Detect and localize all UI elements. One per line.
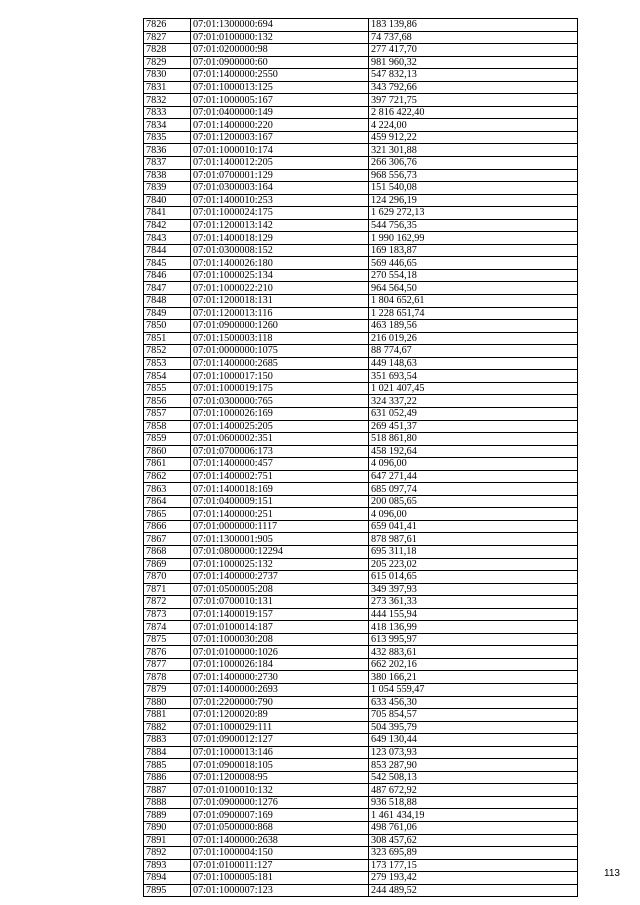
cadastral-number-cell: 07:01:1000004:150 [191, 847, 369, 860]
value-cell: 705 854,57 [369, 709, 578, 722]
value-cell: 458 192,64 [369, 445, 578, 458]
value-cell: 449 148,63 [369, 357, 578, 370]
table-row [144, 470, 578, 483]
row-number-cell: 7875 [144, 633, 191, 646]
value-cell: 547 832,13 [369, 69, 578, 82]
table-row [144, 194, 578, 207]
row-number-cell: 7861 [144, 458, 191, 471]
row-number-cell: 7827 [144, 31, 191, 44]
table-row [144, 872, 578, 885]
row-number-cell: 7857 [144, 407, 191, 420]
row-number-cell: 7871 [144, 583, 191, 596]
table-row [144, 219, 578, 232]
cadastral-number-cell: 07:01:1000013:146 [191, 746, 369, 759]
value-cell: 542 508,13 [369, 771, 578, 784]
cadastral-number-cell: 07:01:1300001:905 [191, 533, 369, 546]
row-number-cell: 7877 [144, 658, 191, 671]
cadastral-number-cell: 07:01:0400000:149 [191, 106, 369, 119]
row-number-cell: 7855 [144, 382, 191, 395]
row-number-cell: 7874 [144, 621, 191, 634]
table-row [144, 734, 578, 747]
row-number-cell: 7866 [144, 520, 191, 533]
value-cell: 244 489,52 [369, 884, 578, 897]
row-number-cell: 7847 [144, 282, 191, 295]
value-cell: 444 155,94 [369, 608, 578, 621]
value-cell: 397 721,75 [369, 94, 578, 107]
cadastral-number-cell: 07:01:1400010:253 [191, 194, 369, 207]
cadastral-number-cell: 07:01:1300000:694 [191, 19, 369, 32]
row-number-cell: 7834 [144, 119, 191, 132]
row-number-cell: 7885 [144, 759, 191, 772]
cadastral-number-cell: 07:01:1000005:167 [191, 94, 369, 107]
table-row [144, 157, 578, 170]
table-row [144, 671, 578, 684]
row-number-cell: 7862 [144, 470, 191, 483]
table-row [144, 458, 578, 471]
table-row [144, 357, 578, 370]
cadastral-number-cell: 07:01:1200013:142 [191, 219, 369, 232]
table-row [144, 395, 578, 408]
value-cell: 124 296,19 [369, 194, 578, 207]
row-number-cell: 7893 [144, 859, 191, 872]
cadastral-number-cell: 07:01:1000024:175 [191, 207, 369, 220]
value-cell: 878 987,61 [369, 533, 578, 546]
cadastral-number-cell: 07:01:0000000:1117 [191, 520, 369, 533]
value-cell: 205 223,02 [369, 558, 578, 571]
row-number-cell: 7836 [144, 144, 191, 157]
value-cell: 981 960,32 [369, 56, 578, 69]
value-cell: 487 672,92 [369, 784, 578, 797]
table-row [144, 106, 578, 119]
value-cell: 649 130,44 [369, 734, 578, 747]
row-number-cell: 7843 [144, 232, 191, 245]
table-row [144, 571, 578, 584]
row-number-cell: 7878 [144, 671, 191, 684]
row-number-cell: 7849 [144, 307, 191, 320]
row-number-cell: 7838 [144, 169, 191, 182]
table-row [144, 94, 578, 107]
value-cell: 633 456,30 [369, 696, 578, 709]
table-row [144, 182, 578, 195]
row-number-cell: 7879 [144, 683, 191, 696]
cadastral-number-cell: 07:01:1400000:2730 [191, 671, 369, 684]
row-number-cell: 7835 [144, 131, 191, 144]
value-cell: 1 461 434,19 [369, 809, 578, 822]
table-row [144, 244, 578, 257]
table-row [144, 683, 578, 696]
row-number-cell: 7858 [144, 420, 191, 433]
table-row [144, 257, 578, 270]
value-cell: 324 337,22 [369, 395, 578, 408]
value-cell: 662 202,16 [369, 658, 578, 671]
value-cell: 4 224,00 [369, 119, 578, 132]
value-cell: 504 395,79 [369, 721, 578, 734]
value-cell: 323 695,89 [369, 847, 578, 860]
row-number-cell: 7884 [144, 746, 191, 759]
row-number-cell: 7891 [144, 834, 191, 847]
table-row [144, 583, 578, 596]
table-row [144, 407, 578, 420]
table-row [144, 658, 578, 671]
row-number-cell: 7840 [144, 194, 191, 207]
cadastral-number-cell: 07:01:1400018:129 [191, 232, 369, 245]
cadastral-number-cell: 07:01:1000026:184 [191, 658, 369, 671]
cadastral-number-cell: 07:01:1400002:751 [191, 470, 369, 483]
row-number-cell: 7833 [144, 106, 191, 119]
row-number-cell: 7863 [144, 483, 191, 496]
value-cell: 279 193,42 [369, 872, 578, 885]
cadastral-number-cell: 07:01:1400025:205 [191, 420, 369, 433]
row-number-cell: 7881 [144, 709, 191, 722]
table-row [144, 721, 578, 734]
table-row [144, 508, 578, 521]
value-cell: 4 096,00 [369, 508, 578, 521]
row-number-cell: 7854 [144, 370, 191, 383]
row-number-cell: 7853 [144, 357, 191, 370]
cadastral-number-cell: 07:01:0900012:127 [191, 734, 369, 747]
row-number-cell: 7832 [144, 94, 191, 107]
cadastral-number-cell: 07:01:1000029:111 [191, 721, 369, 734]
table-row [144, 621, 578, 634]
table-row [144, 295, 578, 308]
table-row [144, 131, 578, 144]
table-row [144, 19, 578, 32]
row-number-cell: 7872 [144, 596, 191, 609]
cadastral-number-cell: 07:01:1000026:169 [191, 407, 369, 420]
row-number-cell: 7880 [144, 696, 191, 709]
page-number: 113 [604, 868, 620, 879]
cadastral-number-cell: 07:01:0100000:1026 [191, 646, 369, 659]
cadastral-number-cell: 07:01:1000019:175 [191, 382, 369, 395]
table-row [144, 608, 578, 621]
cadastral-number-cell: 07:01:0900007:169 [191, 809, 369, 822]
row-number-cell: 7892 [144, 847, 191, 860]
table-row [144, 884, 578, 897]
row-number-cell: 7856 [144, 395, 191, 408]
value-cell: 277 417,70 [369, 44, 578, 57]
row-number-cell: 7851 [144, 332, 191, 345]
value-cell: 273 361,33 [369, 596, 578, 609]
table-row [144, 382, 578, 395]
row-number-cell: 7869 [144, 558, 191, 571]
row-number-cell: 7865 [144, 508, 191, 521]
row-number-cell: 7842 [144, 219, 191, 232]
cadastral-number-cell: 07:01:1000005:181 [191, 872, 369, 885]
value-cell: 351 693,54 [369, 370, 578, 383]
row-number-cell: 7888 [144, 796, 191, 809]
cadastral-number-cell: 07:01:1400026:180 [191, 257, 369, 270]
table-row [144, 119, 578, 132]
table-row [144, 207, 578, 220]
value-cell: 964 564,50 [369, 282, 578, 295]
value-cell: 270 554,18 [369, 269, 578, 282]
cadastral-number-cell: 07:01:1200003:167 [191, 131, 369, 144]
table-row [144, 809, 578, 822]
table-row [144, 69, 578, 82]
table-row [144, 696, 578, 709]
value-cell: 123 073,93 [369, 746, 578, 759]
table-row [144, 370, 578, 383]
row-number-cell: 7876 [144, 646, 191, 659]
table-row [144, 558, 578, 571]
cadastral-number-cell: 07:01:0900000:1276 [191, 796, 369, 809]
row-number-cell: 7883 [144, 734, 191, 747]
cadastral-number-cell: 07:01:0400009:151 [191, 495, 369, 508]
cadastral-number-cell: 07:01:1400000:2550 [191, 69, 369, 82]
cadastral-number-cell: 07:01:1000010:174 [191, 144, 369, 157]
row-number-cell: 7844 [144, 244, 191, 257]
row-number-cell: 7859 [144, 433, 191, 446]
row-number-cell: 7868 [144, 545, 191, 558]
row-number-cell: 7864 [144, 495, 191, 508]
row-number-cell: 7831 [144, 81, 191, 94]
cadastral-number-cell: 07:01:0600002:351 [191, 433, 369, 446]
row-number-cell: 7873 [144, 608, 191, 621]
cadastral-number-cell: 07:01:0100011:127 [191, 859, 369, 872]
value-cell: 1 054 559,47 [369, 683, 578, 696]
table-row [144, 596, 578, 609]
row-number-cell: 7841 [144, 207, 191, 220]
value-cell: 463 189,56 [369, 320, 578, 333]
cadastral-number-cell: 07:01:0100010:132 [191, 784, 369, 797]
cadastral-number-cell: 07:01:0100014:187 [191, 621, 369, 634]
cadastral-number-cell: 07:01:1400012:205 [191, 157, 369, 170]
table-row [144, 746, 578, 759]
value-cell: 498 761,06 [369, 822, 578, 835]
cadastral-number-cell: 07:01:1400018:169 [191, 483, 369, 496]
cadastral-number-cell: 07:01:0000000:1075 [191, 345, 369, 358]
row-number-cell: 7895 [144, 884, 191, 897]
cadastral-number-cell: 07:01:1500003:118 [191, 332, 369, 345]
table-row [144, 445, 578, 458]
row-number-cell: 7839 [144, 182, 191, 195]
cadastral-number-cell: 07:01:0500005:208 [191, 583, 369, 596]
row-number-cell: 7852 [144, 345, 191, 358]
value-cell: 183 139,86 [369, 19, 578, 32]
row-number-cell: 7826 [144, 19, 191, 32]
cadastral-number-cell: 07:01:1400000:251 [191, 508, 369, 521]
table-row [144, 320, 578, 333]
value-cell: 321 301,88 [369, 144, 578, 157]
value-cell: 1 990 162,99 [369, 232, 578, 245]
table-row [144, 232, 578, 245]
value-cell: 88 774,67 [369, 345, 578, 358]
table-row [144, 483, 578, 496]
cadastral-number-cell: 07:01:1200020:89 [191, 709, 369, 722]
value-cell: 459 912,22 [369, 131, 578, 144]
cadastral-number-cell: 07:01:1000017:150 [191, 370, 369, 383]
cadastral-number-cell: 07:01:0700001:129 [191, 169, 369, 182]
value-cell: 432 883,61 [369, 646, 578, 659]
cadastral-number-cell: 07:01:1200018:131 [191, 295, 369, 308]
table-row [144, 433, 578, 446]
cadastral-number-cell: 07:01:0200000:98 [191, 44, 369, 57]
table-row [144, 269, 578, 282]
value-cell: 569 446,65 [369, 257, 578, 270]
cadastral-number-cell: 07:01:1200008:95 [191, 771, 369, 784]
table-row [144, 759, 578, 772]
value-cell: 647 271,44 [369, 470, 578, 483]
table-row [144, 784, 578, 797]
value-cell: 544 756,35 [369, 219, 578, 232]
value-cell: 685 097,74 [369, 483, 578, 496]
table-row [144, 144, 578, 157]
cadastral-number-cell: 07:01:1000022:210 [191, 282, 369, 295]
table-row [144, 332, 578, 345]
value-cell: 631 052,49 [369, 407, 578, 420]
row-number-cell: 7846 [144, 269, 191, 282]
table-body [144, 19, 578, 897]
table-row [144, 56, 578, 69]
value-cell: 659 041,41 [369, 520, 578, 533]
cadastral-number-cell: 07:01:1200013:116 [191, 307, 369, 320]
value-cell: 695 311,18 [369, 545, 578, 558]
cadastral-number-cell: 07:01:1000025:134 [191, 269, 369, 282]
table-row [144, 307, 578, 320]
cadastral-number-cell: 07:01:1400000:220 [191, 119, 369, 132]
table-row [144, 533, 578, 546]
table-row [144, 847, 578, 860]
cadastral-number-cell: 07:01:1400000:2638 [191, 834, 369, 847]
value-cell: 1 804 652,61 [369, 295, 578, 308]
value-cell: 173 177,15 [369, 859, 578, 872]
table-row [144, 633, 578, 646]
cadastral-number-cell: 07:01:0700006:173 [191, 445, 369, 458]
row-number-cell: 7848 [144, 295, 191, 308]
table-row [144, 859, 578, 872]
cadastral-number-cell: 07:01:0300000:765 [191, 395, 369, 408]
value-cell: 518 861,80 [369, 433, 578, 446]
cadastral-number-cell: 07:01:1400019:157 [191, 608, 369, 621]
value-cell: 349 397,93 [369, 583, 578, 596]
row-number-cell: 7887 [144, 784, 191, 797]
cadastral-number-cell: 07:01:0100000:132 [191, 31, 369, 44]
row-number-cell: 7889 [144, 809, 191, 822]
value-cell: 151 540,08 [369, 182, 578, 195]
cadastral-number-cell: 07:01:0500000:868 [191, 822, 369, 835]
row-number-cell: 7870 [144, 571, 191, 584]
cadastral-number-cell: 07:01:0800000:12294 [191, 545, 369, 558]
cadastral-number-cell: 07:01:0300008:152 [191, 244, 369, 257]
cadastral-number-cell: 07:01:1400000:2693 [191, 683, 369, 696]
row-number-cell: 7830 [144, 69, 191, 82]
value-cell: 4 096,00 [369, 458, 578, 471]
table-row [144, 345, 578, 358]
table-row [144, 420, 578, 433]
value-cell: 1 021 407,45 [369, 382, 578, 395]
row-number-cell: 7829 [144, 56, 191, 69]
table-row [144, 771, 578, 784]
value-cell: 1 228 651,74 [369, 307, 578, 320]
value-cell: 380 166,21 [369, 671, 578, 684]
cadastral-number-cell: 07:01:1000025:132 [191, 558, 369, 571]
table-row [144, 520, 578, 533]
cadastral-number-cell: 07:01:0300003:164 [191, 182, 369, 195]
value-cell: 613 995,97 [369, 633, 578, 646]
cadastral-number-cell: 07:01:1400000:2737 [191, 571, 369, 584]
row-number-cell: 7882 [144, 721, 191, 734]
row-number-cell: 7828 [144, 44, 191, 57]
value-cell: 968 556,73 [369, 169, 578, 182]
value-cell: 936 518,88 [369, 796, 578, 809]
cadastral-value-table [143, 18, 578, 897]
table-row [144, 796, 578, 809]
value-cell: 615 014,65 [369, 571, 578, 584]
cadastral-number-cell: 07:01:0900000:60 [191, 56, 369, 69]
table-row [144, 709, 578, 722]
value-cell: 1 629 272,13 [369, 207, 578, 220]
table-row [144, 834, 578, 847]
value-cell: 418 136,99 [369, 621, 578, 634]
value-cell: 200 085,65 [369, 495, 578, 508]
cadastral-number-cell: 07:01:1000030:208 [191, 633, 369, 646]
value-cell: 853 287,90 [369, 759, 578, 772]
row-number-cell: 7894 [144, 872, 191, 885]
row-number-cell: 7860 [144, 445, 191, 458]
table-row [144, 81, 578, 94]
cadastral-number-cell: 07:01:1000007:123 [191, 884, 369, 897]
value-cell: 216 019,26 [369, 332, 578, 345]
row-number-cell: 7850 [144, 320, 191, 333]
value-cell: 269 451,37 [369, 420, 578, 433]
row-number-cell: 7845 [144, 257, 191, 270]
cadastral-number-cell: 07:01:0700010:131 [191, 596, 369, 609]
table-row [144, 169, 578, 182]
row-number-cell: 7890 [144, 822, 191, 835]
cadastral-number-cell: 07:01:1400000:457 [191, 458, 369, 471]
table-row [144, 545, 578, 558]
row-number-cell: 7867 [144, 533, 191, 546]
table-row [144, 822, 578, 835]
value-cell: 308 457,62 [369, 834, 578, 847]
value-cell: 266 306,76 [369, 157, 578, 170]
table-row [144, 495, 578, 508]
row-number-cell: 7886 [144, 771, 191, 784]
row-number-cell: 7837 [144, 157, 191, 170]
cadastral-number-cell: 07:01:1000013:125 [191, 81, 369, 94]
value-cell: 169 183,87 [369, 244, 578, 257]
cadastral-number-cell: 07:01:2200000:790 [191, 696, 369, 709]
table-row [144, 646, 578, 659]
value-cell: 74 737,68 [369, 31, 578, 44]
value-cell: 343 792,66 [369, 81, 578, 94]
table-row [144, 44, 578, 57]
table-row [144, 282, 578, 295]
cadastral-number-cell: 07:01:0900018:105 [191, 759, 369, 772]
value-cell: 2 816 422,40 [369, 106, 578, 119]
table-row [144, 31, 578, 44]
cadastral-number-cell: 07:01:1400000:2685 [191, 357, 369, 370]
cadastral-number-cell: 07:01:0900000:1260 [191, 320, 369, 333]
